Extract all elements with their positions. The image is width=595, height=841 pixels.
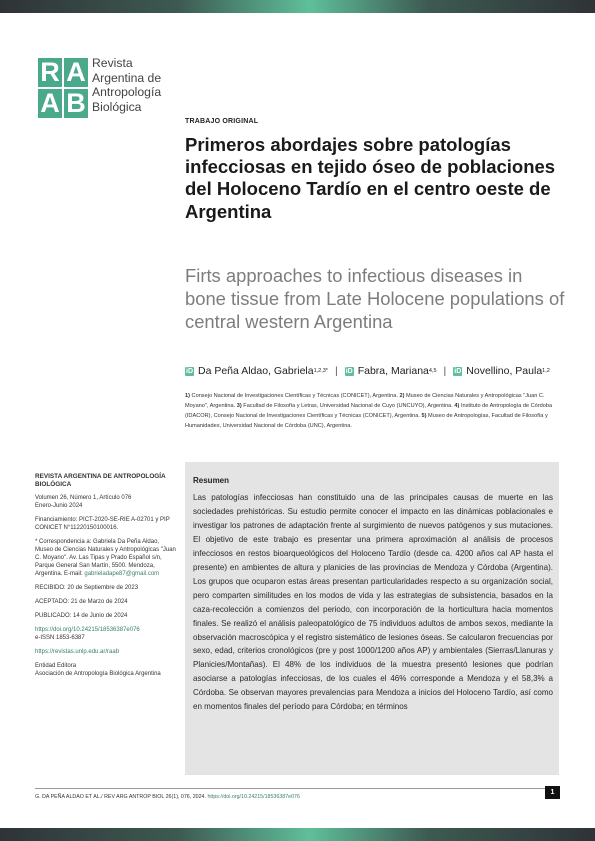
citation-text: G. DA PEÑA ALDAO ET AL./ REV ARG ANTROP BIOL 26(1), 076, 2024. [35, 794, 206, 800]
journal-name-line: Revista [92, 56, 133, 70]
author-affiliation-sup: 1,2 [542, 368, 550, 374]
affiliation-text: Consejo Nacional de Investigaciones Científicas y Técnicas (CONICET), Argentina. [191, 393, 398, 399]
abstract-body: Las patologías infecciosas han constituido una de las principales causas de muerte en las sociedades prehistóricas. Su estudio permite conocer el impacto en las dinámicas poblacionales e investigar los patrones de adaptación frente al surgimiento de nuevos patógenos y sus mutaciones. El objetivo de este trabajo es presentar una primera aproximación al análisis de procesos infecciosos en restos bioarqueológicos del Holoceno Tardío (desde ca. 4200 años cal AP hasta el presente) en ambientes de altura y planicies de las provincias de Mendoza y Córdoba (Argentina). Los grupos que ocuparon estas áreas presentan particularidades respecto a su organización social, pero comparten similitudes en los modos de vida y las estrategias de subsistencia, basados en la caza-recolección a comienzos del periodo, con incorporación de la horticultura hacia momentos finales. Se realizó el análisis paleopatológico de 75 individuos adultos de ambos sexos, mediante la observación macroscópica y el registro sistemático de lesiones óseas. Se calcularon frecuencias por sexo, edad, criterios cronológicos (pre y post 1000/1200 años AP) y ambientales (Sierras/Llanuras y Planicies/Montañas). El 48% de los individuos de la muestra presentó lesiones que podrían asociarse a patologías infecciosas, de los cuales el 46% corresponde a Mendoza y el 58,3% a Córdoba. Se observan mayores prevalencias para Mendoza a inicios del Holoceno Tardío, así como en momentos finales del período para Córdoba; en términos [193, 493, 553, 712]
author-separator: | [334, 365, 338, 377]
author-name: Novellino, Paula [466, 365, 543, 377]
correspondence-info: * Correspondencia a: Gabriela Da Peña Aldao, Museo de Ciencias Naturales y Antropológicas "Juan C. Moyano". Av. Las Tipas y Prado Español s/n, Parque General San Martín, 5500. Mendoza, Argentina. E-mail: [35, 538, 176, 577]
period-info: Enero-Junio 2024 [35, 502, 83, 509]
footer-citation [35, 794, 300, 800]
affiliation-text: Facultad de Filosofía y Letras, Universidad Nacional de Cuyo (UNCUYO), Argentina. [243, 402, 453, 409]
affiliation-text: Museo de Ciencias Naturales y Antropológicas "Juan C. Moyano", Argentina. [185, 393, 545, 409]
journal-name-line: Argentina de [92, 70, 162, 85]
abstract-heading: Resumen [193, 476, 230, 485]
author-separator: | [443, 365, 447, 377]
journal-url-link[interactable]: https://revistas.unlp.edu.ar/raab [35, 648, 120, 655]
eissn-info: e-ISSN 1853-6387 [35, 634, 85, 641]
logo-letter: A [64, 58, 88, 87]
article-info-sidebar [35, 473, 177, 684]
orcid-icon[interactable]: iD [345, 367, 353, 375]
affiliation-number: 2) [399, 393, 405, 399]
journal-name-line: Biológica [92, 99, 142, 114]
publisher-name: Asociación de Antropología Biológica Argentina [35, 670, 161, 677]
page-number: 1 [545, 786, 560, 799]
affiliation-number: 1) [185, 393, 190, 399]
publisher-label: Entidad Editora [35, 662, 77, 669]
logo-letter: B [64, 89, 88, 118]
sidebar-journal-name: REVISTA ARGENTINA DE ANTROPOLOGÍA BIOLÓGICA [35, 473, 166, 489]
doi-link[interactable]: https://doi.org/10.24215/18536387e076 [35, 626, 140, 633]
volume-info: Volumen 26, Número 1, Artículo 076 [35, 494, 132, 501]
logo-letter: R [38, 58, 62, 87]
affiliation-number: 3) [236, 402, 242, 409]
affiliations [185, 392, 559, 432]
author-list [185, 365, 585, 377]
author-affiliation-sup: 1,2,3* [313, 368, 328, 374]
top-decorative-bar [0, 0, 595, 13]
received-date: RECIBIDO: 20 de Septiembre de 2023 [35, 584, 139, 591]
correspondence-email-link[interactable]: gabrieladape87@gmail.com [84, 570, 160, 577]
affiliation-number: 5) [421, 412, 427, 419]
orcid-icon[interactable]: iD [186, 367, 193, 375]
title-english: Firts approaches to infectious diseases in bone tissue from Late Holocene populations of central western Argentina [185, 265, 565, 332]
funding-info: Financiamiento: PICT-2020-SE-RIE A-02701 y PIP CONICET N°11220150100016. [35, 516, 170, 531]
affiliation-number: 4) [454, 402, 460, 409]
orcid-icon[interactable]: iD [454, 367, 462, 375]
author-name: Da Peña Aldao, Gabriela [198, 365, 314, 377]
title-spanish: Primeros abordajes sobre patologías infecciosas en tejido óseo de poblaciones del Holoceno Tardío en el centro oeste de Argentina [185, 134, 556, 222]
affiliation-text: Instituto de Antropología de Córdoba (IDACOR), Consejo Nacional de Investigaciones Científicas y Técnicas (CONICET), Argentina. [185, 402, 553, 419]
accepted-date: ACEPTADO: 21 de Marzo de 2024 [35, 598, 128, 605]
logo-letter: A [38, 89, 62, 118]
affiliation-text: Museo de Antropologías, Facultad de Filosofía y Humanidades, Universidad Nacional de Córdoba (UNC), Argentina. [185, 412, 548, 429]
footer-doi-link[interactable]: https://doi.org/10.24215/18536387e076 [207, 794, 300, 800]
article-type: TRABAJO ORIGINAL [185, 118, 259, 125]
journal-name-line: Antropología [92, 85, 162, 100]
bottom-decorative-bar [0, 828, 595, 841]
author-affiliation-sup: 4,5 [428, 368, 437, 374]
author-name: Fabra, Mariana [357, 365, 429, 377]
footer-divider [35, 788, 560, 789]
abstract-box [185, 462, 559, 775]
journal-logo [38, 58, 88, 118]
published-date: PUBLICADO: 14 de Junio de 2024 [35, 612, 128, 619]
journal-name [92, 56, 161, 114]
